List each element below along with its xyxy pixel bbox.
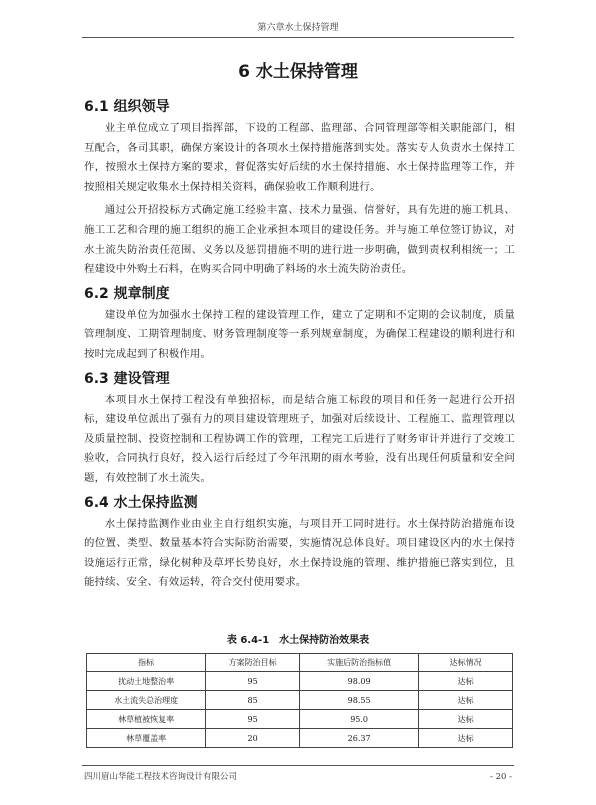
column-header: 方案防治目标 [206,654,300,672]
section-heading-6-4: 6.4 水土保持监测 [84,494,198,511]
table-cell: 扰动土地整治率 [87,672,206,691]
table-cell: 林草覆盖率 [87,729,206,748]
table-row [87,672,513,691]
table-cell: 95 [206,710,300,729]
table-cell: 98.55 [299,691,418,710]
table-cell: 水土流失总治理度 [87,691,206,710]
page-number: - 20 - [490,772,512,782]
footer-company: 四川眉山华能工程技术咨询设计有限公司 [84,772,238,782]
table-cell: 达标 [419,672,513,691]
footer-rule [82,765,514,766]
table-cell: 95.0 [299,710,418,729]
section-heading-6-2: 6.2 规章制度 [84,285,170,302]
table-cell: 98.09 [299,672,418,691]
body-content [84,97,515,593]
paragraph: 通过公开招投标方式确定施工经验丰富、技术力量强、信誉好，具有先进的施工机具、施工工艺和合理的施工组织的施工企业承担本项目的建设任务。并与施工单位签订协议，对水土流失防治责任范围、义务以及惩罚措施不明的进行进一步明确，做到责权利相统一；工程建设中外购土石料，在购买合同中明确了料场的水土流失防治责任。 [84,204,515,276]
table-row [87,710,513,729]
table-row [87,729,513,748]
table-cell: 26.37 [299,729,418,748]
table-header-row [87,654,513,672]
paragraph: 业主单位成立了项目指挥部，下设的工程部、监理部、合同管理部等相关职能部门，相互配合，各司其职，确保方案设计的各项水土保持措施落到实处。落实专人负责水土保持工作，按照水土保持方案的要求，督促落实好后续的水土保持措施、水土保持监理等工作，并按照相关规定收集水土保持相关资料，确保验收工作顺利进行。 [84,122,515,193]
table-cell: 达标 [419,729,513,748]
section-heading-6-1: 6.1 组织领导 [84,99,170,115]
column-header: 指标 [87,654,206,672]
chapter-title: 6 水土保持管理 [238,62,358,82]
column-header: 达标情况 [419,654,513,672]
table-row [87,691,513,710]
table-cell: 95 [206,672,300,691]
section-heading-6-3: 6.3 建设管理 [84,370,170,387]
running-header: 第六章水土保持管理 [257,23,339,33]
table-cell: 20 [206,729,300,748]
header-rule [82,37,514,38]
paragraph: 水土保持监测作业由业主自行组织实施，与项目开工同时进行。水土保持防治措施布设的位置、类型、数量基本符合实际防治需要，实施情况总体良好。项目建设区内的水土保持设施运行正常，绿化树种及草坪长势良好，水土保持设施的管理、维护措施已落实到位，且能持续、安全、有效运转，符合交付使用要求。 [84,517,515,589]
table-cell: 85 [206,691,300,710]
paragraph: 建设单位为加强水土保持工程的建设管理工作，建立了定期和不定期的会议制度，质量管理制度、工期管理制度、财务管理制度等一系列规章制度，为确保工程建设的顺利进行和按时完成起到了积极作用。 [84,308,515,360]
table-cell: 达标 [419,710,513,729]
table-cell: 达标 [419,691,513,710]
paragraph: 本项目水土保持工程没有单独招标，而是结合施工标段的项目和任务一起进行公开招标，建设单位派出了强有力的项目建设管理班子，加强对后续设计、工程施工、监理管理以及质量控制、投资控制和工程协调工作的管理，工程完工后进行了财务审计并进行了交竣工验收，合同执行良好，投入运行后经过了今年汛期的雨水考验，没有出现任何质量和安全问题，有效控制了水土流失。 [84,393,515,484]
column-header: 实施后防治指标值 [299,654,418,672]
effect-table [86,653,513,748]
table-cell: 林草植被恢复率 [87,710,206,729]
table-caption: 表 6.4-1 水土保持防治效果表 [226,635,370,646]
